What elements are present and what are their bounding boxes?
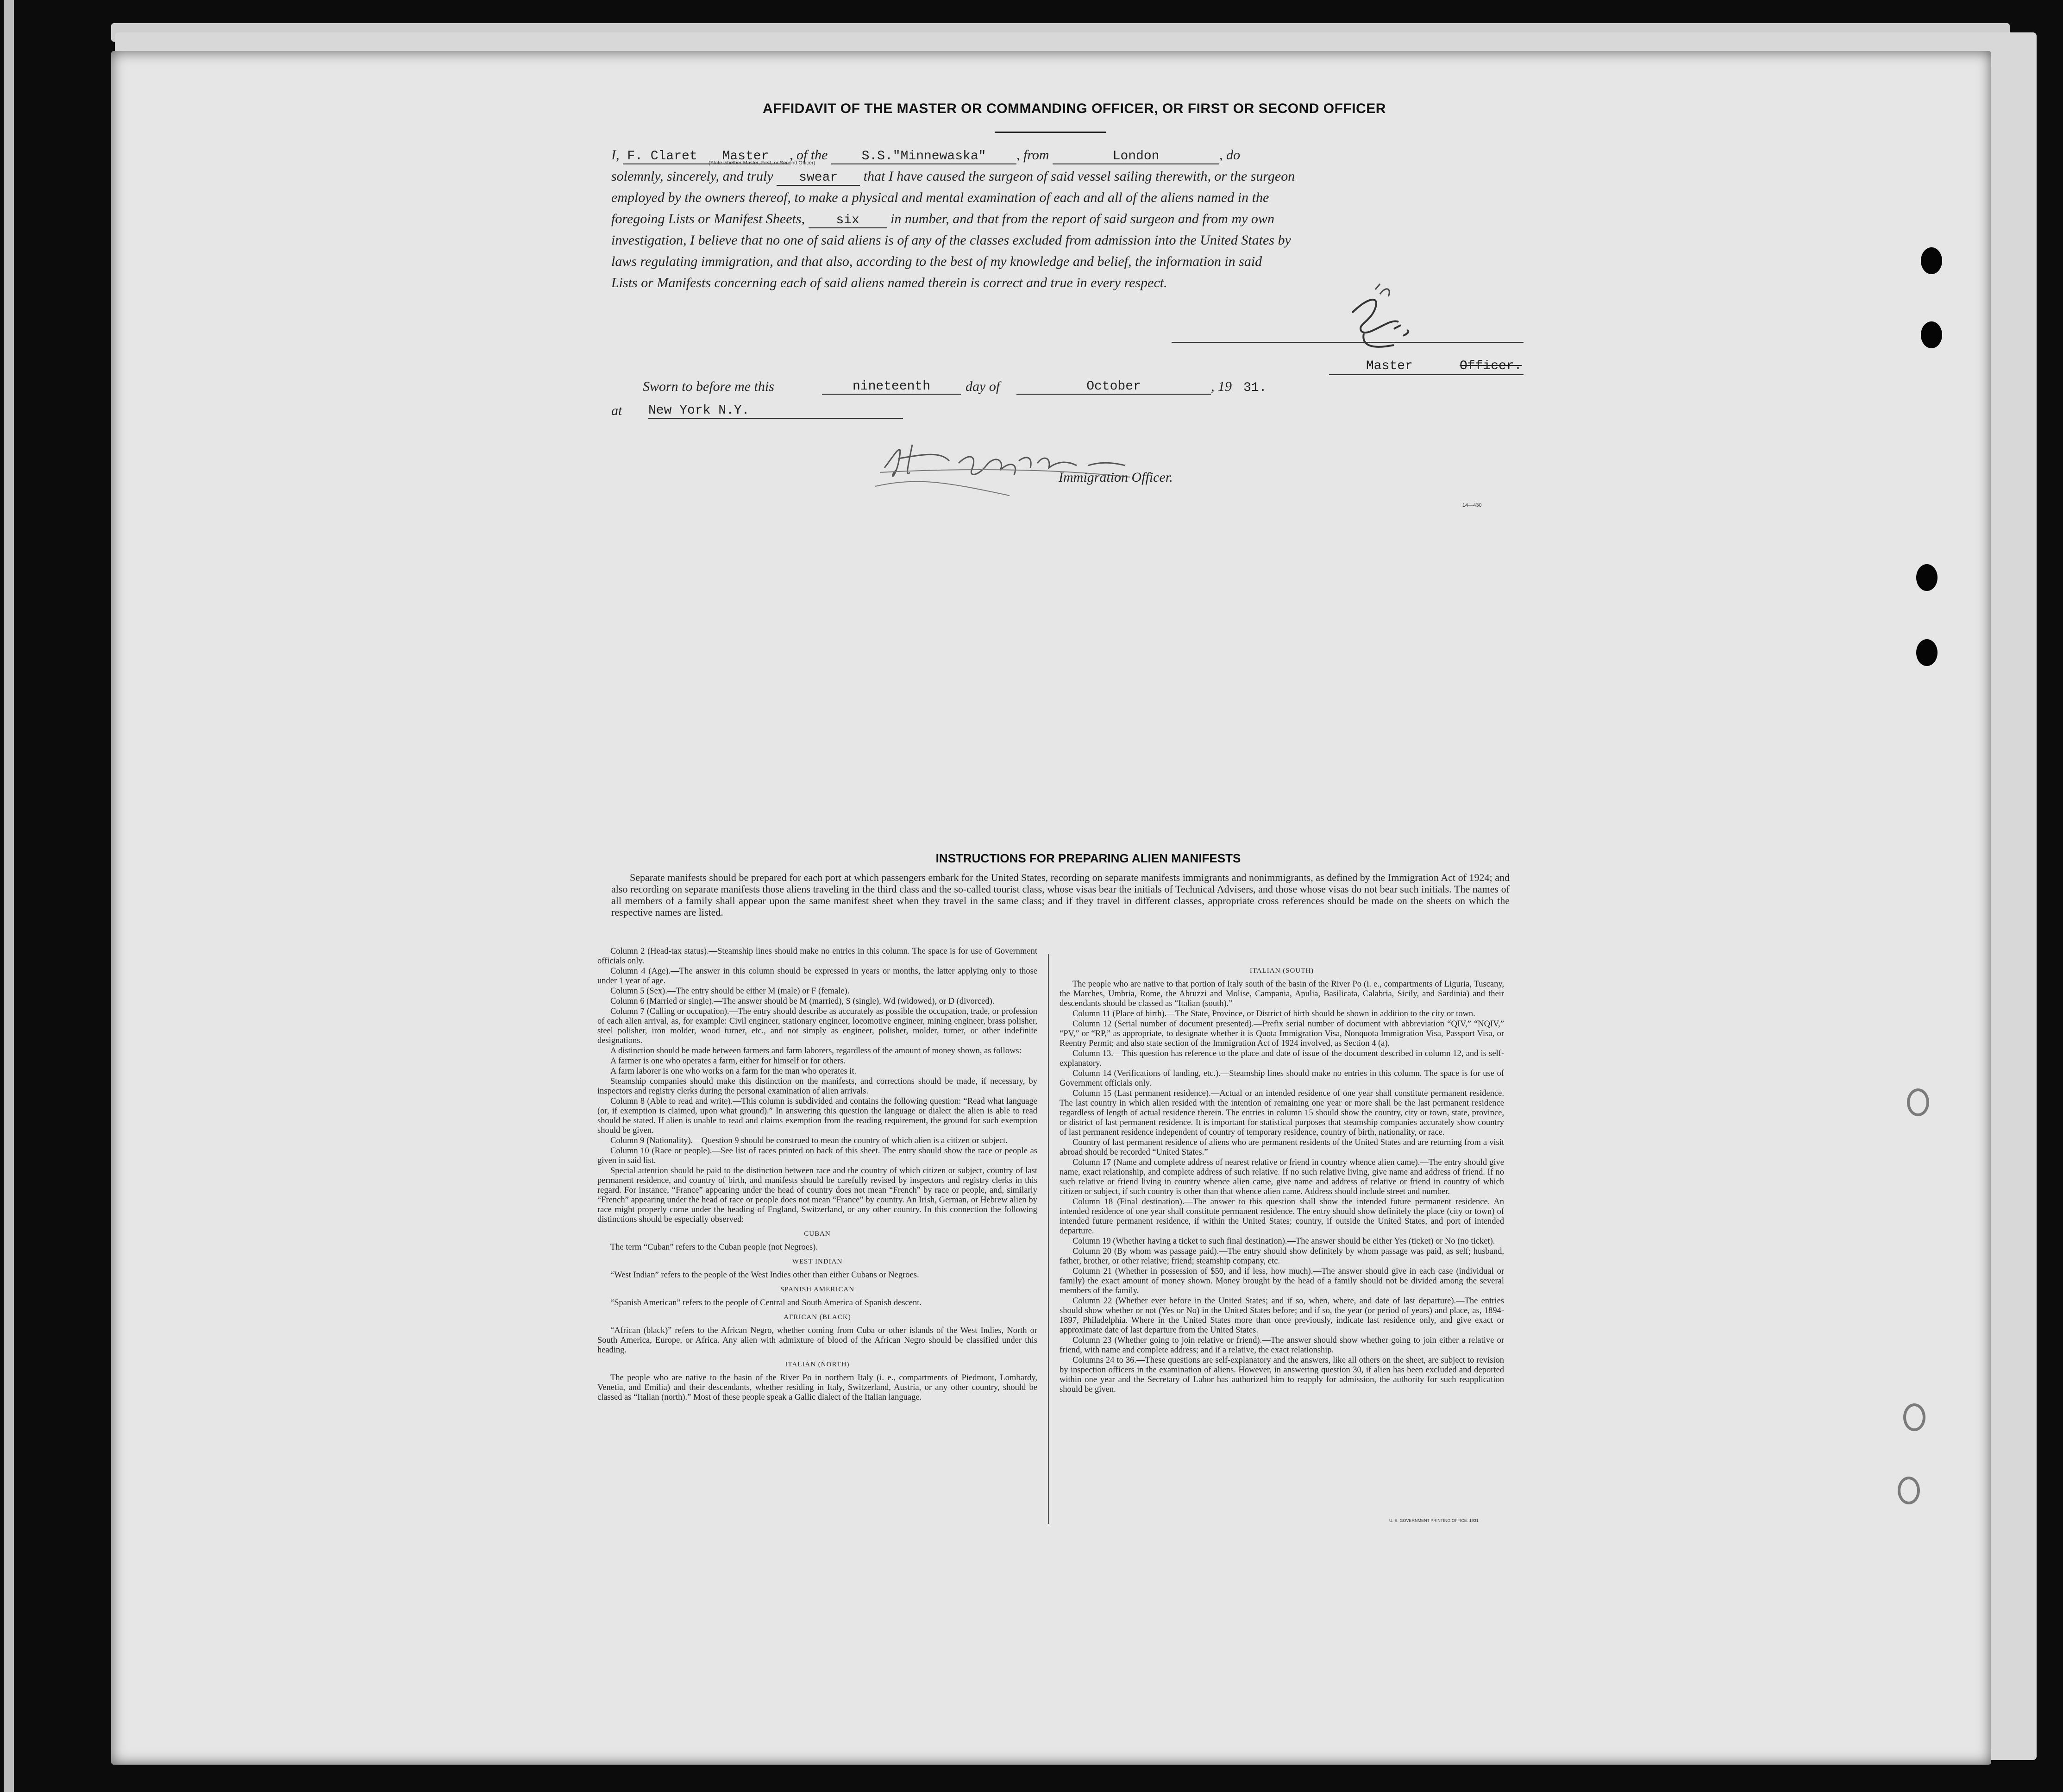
- instructions-intro: Separate manifests should be prepared for each port at which passengers embark for the United States, recording on separate manifests immigrants and nonimmigrants, as defined by the Immigration Act of 1924; and also recording on separate manifests those aliens traveling in the third class and the so-called tourist class, whose visas bear the initials of Technical Advisers, and those whose visas do not bear such initials. The names of all members of a family shall appear upon the same manifest sheet when they travel in the same class; and if they travel in different classes, appropriate cross references should be made on the sheets on which the respective names are listed.: [611, 872, 1510, 918]
- rank-line: [1329, 374, 1524, 375]
- year-suffix: 31.: [1243, 381, 1267, 395]
- title-underline: [995, 132, 1106, 133]
- sheet-count-field: six: [809, 214, 887, 228]
- instruction-paragraph: Column 11 (Place of birth).—The State, Province, or District of birth should be shown in addition to the city or town.: [1072, 1009, 1475, 1019]
- vessel-name-field: S.S."Minnewaska": [831, 150, 1016, 164]
- affidavit-line-4: [611, 208, 1519, 230]
- master-signature: [1324, 280, 1436, 359]
- punch-hole-2: [1921, 321, 1942, 348]
- affidavit-line-5: investigation, I believe that no one of said aliens is of any of the classes excluded from admission into the United States by: [611, 233, 1291, 248]
- affidavit-line-3: employed by the owners thereof, to make a physical and mental examination of each and all of the aliens named in the: [611, 190, 1269, 205]
- instruction-paragraph: Column 7 (Calling or occupation).—The entry should describe as accurately as possible the occupation, trade, or profession of each alien arrival, as, for example: Civil engineer, stationary engineer, locomotive engineer, mining engineer, brass polisher, steel polisher, iron molder, wood turner, etc., and not simply as engineer, polisher, molder, turner, or other indefinite designations.: [597, 1007, 1037, 1045]
- instruction-paragraph: Column 20 (By whom was passage paid).—The entry should show definitely by whom passage was paid, as self; husband, father, brother, or other relative; friend; steamship company, etc.: [1060, 1247, 1504, 1266]
- line2-b: that I have caused the surgeon of said vessel sailing therewith, or the surgeon: [863, 169, 1295, 184]
- instruction-heading: ITALIAN (NORTH): [785, 1361, 850, 1368]
- form-number: 14—430: [1462, 503, 1482, 508]
- i-label: I,: [611, 147, 620, 163]
- affidavit-body: [611, 145, 1519, 294]
- instruction-paragraph: Column 12 (Serial number of document presented).—Prefix serial number of document with abbreviation “QIV,” “NQIV,” “PV,” or “RP,” as appropriate, to designate whether it is Quota Immigration Visa, Nonquota Immigration Visa, Passport Visa, or Reentry Permit; and also state section of the Immigration Act of 1924 involved, as Section 4 (a).: [1060, 1019, 1504, 1048]
- line2-a: solemnly, sincerely, and truly: [611, 169, 773, 184]
- at-label: at: [611, 403, 622, 418]
- instruction-paragraph: Column 15 (Last permanent residence).—Actual or an intended residence of one year shall constitute permanent residence. The last country in which alien resided with the intention of remaining one year or more shall be the last permanent residence regardless of length of actual residence therein. The entries in column 15 should show the country, city or town, state, province, or district of last permanent residence. It is important for statistical purposes that steamship companies accurately show country of last permanent residence independent of country of temporary residence, country of birth, nationality, or race.: [1060, 1089, 1504, 1137]
- instruction-paragraph: A farmer is one who operates a farm, either for himself or for others.: [610, 1056, 846, 1066]
- instruction-paragraph: Special attention should be paid to the distinction between race and the country of which citizen or subject, country of last permanent residence, and country of birth, and manifests should be carefully revised by inspectors and registry clerks in this regard. For instance, “France” appearing under the head of country does not mean “French” by race or people, and, similarly “French” appearing under the head of race or people does not mean “France” by country. An Irish, German, or Hebrew alien by race might properly come under the heading of England, Switzerland, or any other country. In this connection the following distinctions should be especially observed:: [597, 1166, 1037, 1224]
- line4-a: foregoing Lists or Manifest Sheets,: [611, 211, 805, 226]
- instruction-paragraph: “Spanish American” refers to the people of Central and South America of Spanish descent.: [610, 1298, 922, 1308]
- instruction-paragraph: Column 23 (Whether going to join relative or friend).—The answer should show whether going to join either a relative or friend, with name and complete address; and if a relative, the exact relationship.: [1060, 1336, 1504, 1355]
- signer-rank: Master: [1366, 359, 1413, 373]
- instructions-left-column: [597, 947, 1037, 1403]
- signer-officer: Officer.: [1460, 359, 1522, 373]
- punch-hole-1: [1921, 247, 1942, 274]
- instruction-paragraph: Column 8 (Able to read and write).—This column is subdivided and contains the following question: “Read what language (or, if exemption is claimed, upon what ground).” In answering this question the language or dialect the alien is able to read should be stated. If alien is unable to read and claims exemption from the reading requirement, the ground for such exemption should be given.: [597, 1097, 1037, 1135]
- instruction-paragraph: A farm laborer is one who works on a farm for the man who operates it.: [610, 1067, 857, 1076]
- instruction-paragraph: Column 22 (Whether ever before in the United States; and if so, when, where, and date of last departure).—The entries should show whether or not (Yes or No) in the United States before; and if so, the year (or period of years) and place, as, 1894-1897, Philadelphia. Where in the United States more than once previously, indicate last residence only, and give exact or approximate date of last departure from the United States.: [1060, 1296, 1504, 1335]
- instruction-paragraph: Column 21 (Whether in possession of $50, and if less, how much).—The answer should give in each case (individual or family) the exact amount of money shown. Money brought by the head of a family should not be divided among the several members of the family.: [1060, 1267, 1504, 1295]
- rank-note: (State whether Master, First, or Second Officer): [709, 160, 815, 166]
- instruction-paragraph: Column 17 (Name and complete address of nearest relative or friend in country whence alien came).—The entry should give name, exact relationship, and complete address of such relative. If no such relative living, give name and address of friend. If no such relative or friend living in country whence alien came, give name and address of relative or friend in country of which citizen or subject, if such country is other than that whence alien came. Address should include street and number.: [1060, 1158, 1504, 1196]
- instruction-paragraph: Column 5 (Sex).—The entry should be either M (male) or F (female).: [610, 987, 850, 996]
- printer-line: U. S. GOVERNMENT PRINTING OFFICE: 1931: [1389, 1518, 1479, 1523]
- port-field: London: [1053, 150, 1219, 164]
- affidavit-line-2: [611, 166, 1519, 187]
- instruction-heading: CUBAN: [804, 1230, 831, 1238]
- instruction-heading: SPANISH AMERICAN: [780, 1286, 855, 1293]
- affidavit-line-6: laws regulating immigration, and that also, according to the best of my knowledge and belief, the information in said: [611, 254, 1262, 269]
- punch-hole-ring-2: [1903, 1403, 1925, 1431]
- punch-hole-4: [1916, 639, 1938, 666]
- affidavit-title: AFFIDAVIT OF THE MASTER OR COMMANDING OFFICER, OR FIRST OR SECOND OFFICER: [763, 101, 1386, 116]
- instruction-heading: AFRICAN (BLACK): [784, 1314, 851, 1321]
- instruction-paragraph: Column 10 (Race or people).—See list of races printed on back of this sheet. The entry should show the race or people as given in said list.: [597, 1146, 1037, 1165]
- instruction-paragraph: Steamship companies should make this distinction on the manifests, and corrections should be made, if necessary, by inspectors and registry clerks during the personal examination of alien arrivals.: [597, 1077, 1037, 1096]
- instruction-paragraph: The term “Cuban” refers to the Cuban people (not Negroes).: [610, 1243, 818, 1252]
- of-the-label: , of the: [790, 147, 828, 163]
- sworn-label: Sworn to before me this: [643, 379, 774, 394]
- instruction-paragraph: Column 2 (Head-tax status).—Steamship lines should make no entries in this column. The space is for use of Government officials only.: [597, 947, 1037, 966]
- oath-field: swear: [777, 171, 860, 186]
- instruction-paragraph: A distinction should be made between farmers and farm laborers, regardless of the amount of money shown, as follows:: [610, 1046, 1022, 1056]
- do-label: , do: [1219, 147, 1241, 163]
- signature-line: [1172, 342, 1524, 343]
- instruction-paragraph: “African (black)” refers to the African Negro, whether coming from Cuba or other islands of the West Indies, North or South America, Europe, or Africa. Any alien with admixture of blood of the African Negro should be classified under this heading.: [597, 1326, 1037, 1355]
- punch-hole-ring-3: [1898, 1477, 1920, 1504]
- instructions-right-column: [1060, 962, 1504, 1395]
- instruction-paragraph: Column 6 (Married or single).—The answer should be M (married), S (single), Wd (widowed), or D (divorced).: [610, 997, 995, 1006]
- sworn-place-field: New York N.Y.: [648, 404, 903, 419]
- instruction-paragraph: “West Indian” refers to the people of the West Indies other than either Cubans or Negroes.: [610, 1270, 919, 1280]
- instructions-title: INSTRUCTIONS FOR PREPARING ALIEN MANIFESTS: [935, 851, 1241, 865]
- instruction-paragraph: The people who are native to that portion of Italy south of the basin of the River Po (i. e., compartments of Liguria, Tuscany, the Marches, Umbria, Rome, the Abruzzi and Molise, Campania, Apulia, Basilicata, Calabria, Sicily, and Sardinia) and their descendants should be classed as “Italian (south).”: [1060, 980, 1504, 1008]
- day-of-label: day of: [966, 379, 1000, 394]
- instruction-heading: WEST INDIAN: [792, 1258, 843, 1265]
- instruction-paragraph: Column 4 (Age).—The answer in this column should be expressed in years or months, the latter applying only to those under 1 year of age.: [597, 967, 1037, 986]
- instruction-paragraph: Column 18 (Final destination).—The answer to this question shall show the intended future permanent residence. An intended residence of one year shall constitute permanent residence. The entry should show definitely the place (city or town) of intended future permanent residence, if within the United States; country, if outside the United States, and port of intended departure.: [1060, 1197, 1504, 1236]
- instruction-paragraph: Country of last permanent residence of aliens who are permanent residents of the United States and are returning from a visit abroad should be recorded “United States.”: [1060, 1138, 1504, 1157]
- sworn-day-field: nineteenth: [822, 380, 961, 395]
- rank-field: Master: [702, 150, 790, 164]
- master-name-field: F. Claret: [623, 150, 702, 164]
- instruction-paragraph: Column 13.—This question has reference to the place and date of issue of the document described in column 12, and is self-explanatory.: [1060, 1049, 1504, 1068]
- from-label: , from: [1016, 147, 1049, 163]
- year-prefix: , 19: [1211, 379, 1232, 394]
- affidavit-line-7: Lists or Manifests concerning each of said aliens named therein is correct and true in every respect.: [611, 275, 1167, 290]
- sworn-month-field: October: [1016, 380, 1211, 395]
- instruction-paragraph: Column 19 (Whether having a ticket to such final destination).—The answer should be either Yes (ticket) or No (no ticket).: [1072, 1237, 1495, 1246]
- column-divider: [1048, 954, 1049, 1524]
- left-page-edge: [4, 0, 14, 1792]
- instruction-paragraph: Column 14 (Verifications of landing, etc.).—Steamship lines should make no entries in this column. The space is for use of Government officials only.: [1060, 1069, 1504, 1088]
- instruction-heading: ITALIAN (SOUTH): [1249, 967, 1314, 975]
- line4-b: in number, and that from the report of said surgeon and from my own: [890, 211, 1274, 226]
- instruction-paragraph: The people who are native to the basin of the River Po in northern Italy (i. e., compartments of Piedmont, Lombardy, Venetia, and Emilia) and their descendants, whether residing in Italy, Switzerland, Austria, or any other country, should be classed as “Italian (north).” Most of these people speak a Gallic dialect of the Italian language.: [597, 1373, 1037, 1402]
- punch-hole-ring-1: [1907, 1088, 1929, 1116]
- punch-hole-3: [1916, 564, 1938, 591]
- immigration-officer-title: Immigration Officer.: [1059, 470, 1173, 485]
- instruction-paragraph: Columns 24 to 36.—These questions are self-explanatory and the answers, like all others on the sheet, are subject to revision by inspection officers in the examination of aliens. However, in answering question 30, if alien has been excluded and deported within one year and the Secretary of Labor has authorized him to reapply for admission, the authority for such reapplication should be given.: [1060, 1356, 1504, 1394]
- instruction-paragraph: Column 9 (Nationality).—Question 9 should be construed to mean the country of which alien is a citizen or subject.: [610, 1136, 1008, 1145]
